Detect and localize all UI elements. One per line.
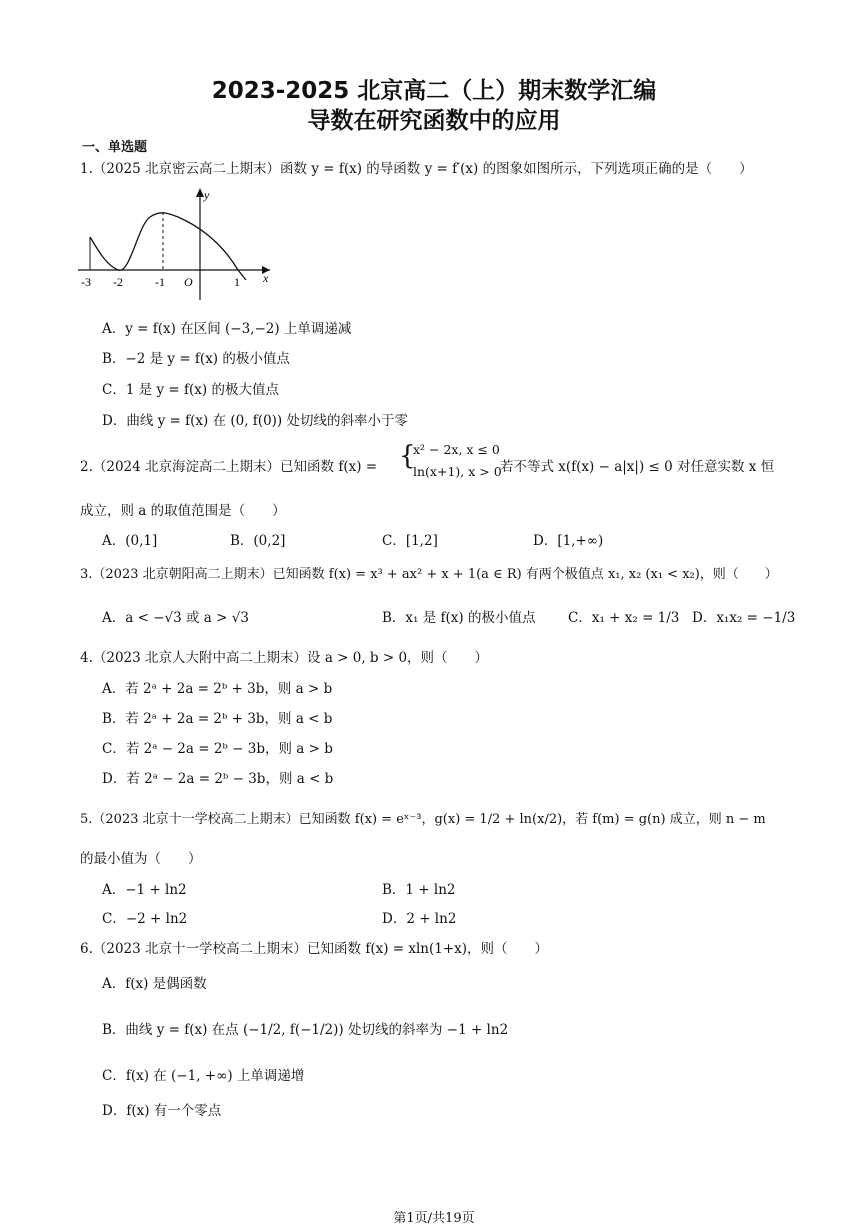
question-2-stem-b: 若不等式 x(f(x) − a|x|) ≤ 0 对任意实数 x 恒 [500, 459, 775, 475]
q1-option-b: B．−2 是 y = f(x) 的极小值点 [102, 351, 290, 367]
q3-option-c: C．x₁ + x₂ = 1/3 [568, 610, 680, 626]
tick-label-1: 1 [234, 275, 240, 289]
page-footer: 第1页/共19页 [393, 1211, 475, 1226]
question-4-stem: 4.（2023 北京人大附中高二上期末）设 a > 0, b > 0，则（ ） [80, 650, 489, 666]
question-2-stem-a: 2.（2024 北京海淀高二上期末）已知函数 f(x) = [80, 459, 378, 475]
origin-label: O [184, 275, 193, 289]
document-title: 2023-2025 北京高二（上）期末数学汇编 [211, 78, 657, 104]
q2-option-b: B．(0,2] [230, 533, 286, 549]
q2-option-d: D．[1,+∞) [533, 533, 604, 549]
derivative-graph [78, 185, 278, 300]
y-axis-label: y [204, 188, 210, 202]
q6-option-c: C．f(x) 在 (−1, +∞) 上单调递增 [102, 1068, 305, 1084]
q6-option-b: B．曲线 y = f(x) 在点 (−1/2, f(−1/2)) 处切线的斜率为 −1 + ln2 [102, 1022, 509, 1038]
q5-option-a: A．−1 + ln2 [102, 882, 187, 898]
piecewise-brace: { [399, 441, 416, 471]
q3-option-b: B．x₁ 是 f(x) 的极小值点 [382, 610, 536, 626]
q2-option-c: C．[1,2] [382, 533, 438, 549]
q4-option-d: D．若 2ᵃ − 2a = 2ᵇ − 3b，则 a < b [102, 771, 334, 787]
question-3-stem: 3.（2023 北京朝阳高二上期末）已知函数 f(x) = x³ + ax² + x + 1(a ∈ R) 有两个极值点 x₁, x₂ (x₁ < x₂)，则（ ） [80, 567, 778, 582]
tick-label-minus2: -2 [113, 275, 123, 289]
q4-option-c: C．若 2ᵃ − 2a = 2ᵇ − 3b，则 a > b [102, 741, 333, 757]
q5-option-d: D．2 + ln2 [382, 911, 457, 927]
tick-label-minus1: -1 [155, 275, 165, 289]
q4-option-b: B．若 2ᵃ + 2a = 2ᵇ + 3b，则 a < b [102, 711, 333, 727]
q1-option-d: D．曲线 y = f(x) 在 (0, f(0)) 处切线的斜率小于零 [102, 413, 408, 429]
question-6-stem: 6.（2023 北京十一学校高二上期末）已知函数 f(x) = xln(1+x)，则（ ） [80, 941, 549, 957]
question-5-stem-a: 5.（2023 北京十一学校高二上期末）已知函数 f(x) = eˣ⁻³，g(x) = 1/2 + ln(x/2)，若 f(m) = g(n) 成立，则 n − m [80, 812, 766, 827]
document-subtitle: 导数在研究函数中的应用 [307, 108, 561, 134]
q4-option-a: A．若 2ᵃ + 2a = 2ᵇ + 3b，则 a > b [102, 681, 333, 697]
q1-option-a: A．y = f(x) 在区间 (−3,−2) 上单调递减 [102, 321, 352, 337]
question-1-stem: 1.（2025 北京密云高二上期末）函数 y = f(x) 的导函数 y = f′(x) 的图象如图所示，下列选项正确的是（ ） [80, 161, 753, 177]
q6-option-a: A．f(x) 是偶函数 [102, 976, 207, 992]
q2-option-a: A．(0,1] [102, 533, 158, 549]
q5-option-b: B．1 + ln2 [382, 882, 456, 898]
q6-option-d: D．f(x) 有一个零点 [102, 1103, 222, 1119]
q1-option-c: C．1 是 y = f(x) 的极大值点 [102, 382, 279, 398]
question-5-stem-b: 的最小值为（ ） [80, 851, 202, 867]
piecewise-case-1: x² − 2x, x ≤ 0 [413, 442, 500, 457]
q3-option-d: D．x₁x₂ = −1/3 [692, 610, 796, 626]
q5-option-c: C．−2 + ln2 [102, 911, 188, 927]
piecewise-case-2: ln(x+1), x > 0 [413, 464, 502, 479]
q3-option-a: A．a < −√3 或 a > √3 [102, 610, 249, 626]
x-axis-label: x [263, 271, 269, 285]
question-2-stem-c: 成立，则 a 的取值范围是（ ） [80, 503, 286, 519]
tick-label-minus3: -3 [81, 275, 91, 289]
section-heading: 一、单选题 [82, 140, 148, 155]
